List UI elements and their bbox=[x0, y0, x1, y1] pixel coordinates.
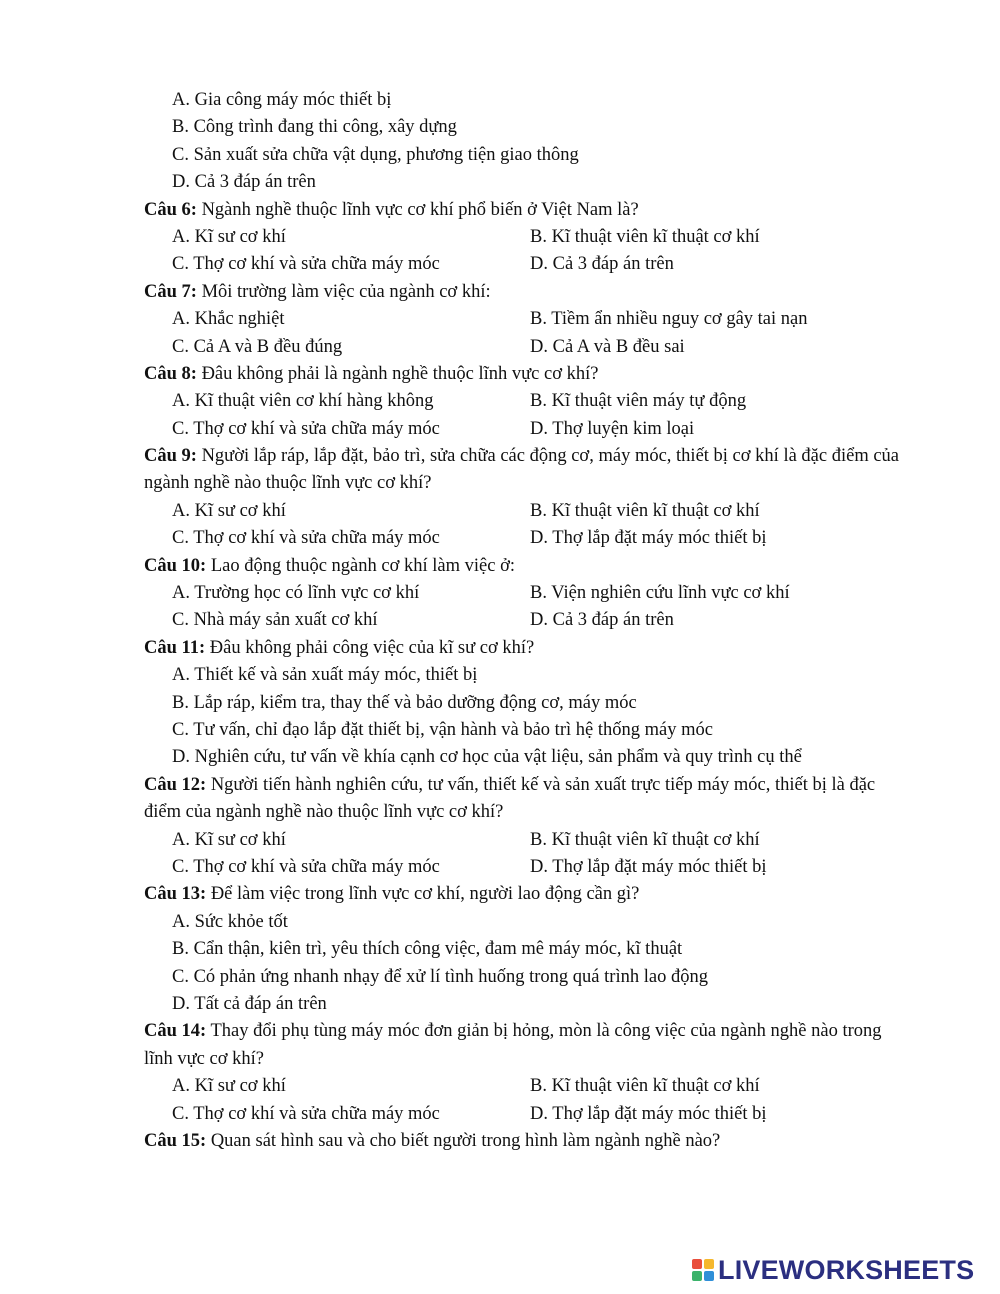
liveworksheets-logo-icon bbox=[692, 1259, 714, 1281]
question-12-label: Câu 12: bbox=[144, 774, 207, 795]
question-7-text: Môi trường làm việc của ngành cơ khí: bbox=[196, 281, 491, 302]
q12-option-d: D. Thợ lắp đặt máy móc thiết bị bbox=[530, 857, 767, 877]
question-9 bbox=[144, 443, 914, 498]
question-15-text: Quan sát hình sau và cho biết người trong hình làm ngành nghề nào? bbox=[206, 1130, 721, 1151]
logo-square-2 bbox=[704, 1259, 714, 1269]
q13-option-b: B. Cẩn thận, kiên trì, yêu thích công việc, đam mê máy móc, kĩ thuật bbox=[172, 939, 683, 960]
question-11 bbox=[144, 635, 914, 662]
q8-option-d: D. Thợ luyện kim loại bbox=[530, 418, 695, 439]
q14-option-d: D. Thợ lắp đặt máy móc thiết bị bbox=[530, 1103, 767, 1124]
q9-option-a: A. Kĩ sư cơ khí bbox=[172, 500, 286, 521]
q9-options-row-2 bbox=[144, 525, 914, 552]
q8-option-c: C. Thợ cơ khí và sửa chữa máy móc bbox=[172, 418, 440, 439]
q13-option-d: D. Tất cả đáp án trên bbox=[172, 993, 327, 1014]
q7-option-c: C. Cả A và B đều đúng bbox=[172, 336, 343, 357]
q10-option-d: D. Cả 3 đáp án trên bbox=[530, 610, 674, 631]
liveworksheets-logo-text: LIVEWORKSHEETS bbox=[718, 1254, 975, 1285]
question-14-label: Câu 14: bbox=[144, 1021, 207, 1042]
question-7-label: Câu 7: bbox=[144, 281, 197, 302]
q9-option-d: D. Thợ lắp đặt máy móc thiết bị bbox=[530, 528, 767, 549]
q6-options-row-1 bbox=[144, 224, 914, 251]
logo-square-1 bbox=[692, 1259, 702, 1269]
q6-option-a: A. Kĩ sư cơ khí bbox=[172, 226, 286, 247]
q14-option-b: B. Kĩ thuật viên kĩ thuật cơ khí bbox=[530, 1076, 760, 1097]
q11-option-a: A. Thiết kế và sản xuất máy móc, thiết bị bbox=[172, 665, 478, 686]
q12-options-row-2 bbox=[144, 854, 914, 881]
question-8 bbox=[144, 361, 914, 388]
q6-option-b: B. Kĩ thuật viên kĩ thuật cơ khí bbox=[530, 226, 760, 247]
q6-option-c: C. Thợ cơ khí và sửa chữa máy móc bbox=[172, 254, 440, 275]
q14-options-row-1 bbox=[144, 1073, 914, 1100]
q11-option-b: B. Lắp ráp, kiểm tra, thay thế và bảo dưỡng động cơ, máy móc bbox=[172, 692, 637, 713]
q7-option-d: D. Cả A và B đều sai bbox=[530, 336, 685, 357]
q5-option-c: C. Sản xuất sửa chữa vật dụng, phương tiện giao thông bbox=[172, 144, 579, 165]
q13-option-a: A. Sức khỏe tốt bbox=[172, 911, 288, 932]
question-8-label: Câu 8: bbox=[144, 363, 197, 384]
q7-option-a: A. Khắc nghiệt bbox=[172, 309, 285, 330]
q13-option-c: C. Có phản ứng nhanh nhạy để xử lí tình huống trong quá trình lao động bbox=[172, 966, 708, 987]
q14-options-row-2 bbox=[144, 1101, 914, 1128]
q9-options-row-1 bbox=[144, 498, 914, 525]
q6-option-d: D. Cả 3 đáp án trên bbox=[530, 254, 674, 275]
question-8-text: Đâu không phải là ngành nghề thuộc lĩnh vực cơ khí? bbox=[196, 363, 599, 384]
q11-option-d: D. Nghiên cứu, tư vấn về khía cạnh cơ học của vật liệu, sản phẩm và quy trình cụ thể bbox=[172, 747, 802, 768]
q14-option-a: A. Kĩ sư cơ khí bbox=[172, 1076, 286, 1097]
q7-options-row-1 bbox=[144, 306, 914, 333]
question-14-text: Thay đổi phụ tùng máy móc đơn giản bị hỏng, mòn là công việc của ngành nghề nào trong lĩnh vực cơ khí? bbox=[144, 1021, 882, 1069]
question-12-text: Người tiến hành nghiên cứu, tư vấn, thiết kế và sản xuất trực tiếp máy móc, thiết bị là đặc điểm của ngành nghề nào thuộc lĩnh vực cơ khí? bbox=[144, 774, 876, 823]
q11-option-c: C. Tư vấn, chỉ đạo lắp đặt thiết bị, vận hành và bảo trì hệ thống máy móc bbox=[172, 720, 713, 741]
question-11-text: Đâu không phải công việc của kĩ sư cơ khí? bbox=[205, 637, 535, 658]
q9-option-b: B. Kĩ thuật viên kĩ thuật cơ khí bbox=[530, 500, 760, 521]
question-14 bbox=[144, 1018, 914, 1073]
question-12 bbox=[144, 772, 914, 827]
liveworksheets-logo[interactable] bbox=[692, 1254, 974, 1286]
question-13-text: Để làm việc trong lĩnh vực cơ khí, người lao động cần gì? bbox=[206, 884, 640, 905]
question-6-label: Câu 6: bbox=[144, 199, 197, 220]
q8-option-a: A. Kĩ thuật viên cơ khí hàng không bbox=[172, 391, 434, 412]
question-9-text: Người lắp ráp, lắp đặt, bảo trì, sửa chữa các động cơ, máy móc, thiết bị cơ khí là đặc điểm của ngành nghề nào thuộc lĩnh vực cơ khí? bbox=[144, 446, 900, 494]
q5-option-d: D. Cả 3 đáp án trên bbox=[172, 172, 316, 193]
question-7 bbox=[144, 279, 914, 306]
q5-option-a: A. Gia công máy móc thiết bị bbox=[172, 90, 392, 110]
q10-option-b: B. Viện nghiên cứu lĩnh vực cơ khí bbox=[530, 583, 790, 604]
q12-options-row-1 bbox=[144, 827, 914, 854]
question-10-label: Câu 10: bbox=[144, 555, 207, 576]
q12-option-b: B. Kĩ thuật viên kĩ thuật cơ khí bbox=[530, 829, 760, 850]
logo-square-4 bbox=[704, 1271, 714, 1281]
question-15 bbox=[144, 1128, 914, 1155]
q12-option-a: A. Kĩ sư cơ khí bbox=[172, 829, 286, 850]
question-list bbox=[144, 87, 914, 1155]
question-11-label: Câu 11: bbox=[144, 637, 206, 658]
q10-options-row-2 bbox=[144, 607, 914, 634]
question-10 bbox=[144, 553, 914, 580]
q10-option-c: C. Nhà máy sản xuất cơ khí bbox=[172, 610, 378, 631]
q10-option-a: A. Trường học có lĩnh vực cơ khí bbox=[172, 583, 420, 604]
question-15-label: Câu 15: bbox=[144, 1130, 207, 1151]
question-13-label: Câu 13: bbox=[144, 884, 207, 905]
question-6-text: Ngành nghề thuộc lĩnh vực cơ khí phổ biến ở Việt Nam là? bbox=[196, 199, 639, 220]
q14-option-c: C. Thợ cơ khí và sửa chữa máy móc bbox=[172, 1103, 440, 1124]
logo-square-3 bbox=[692, 1271, 702, 1281]
q8-options-row-1 bbox=[144, 388, 914, 415]
q5-option-b: B. Công trình đang thi công, xây dựng bbox=[172, 117, 457, 138]
q6-options-row-2 bbox=[144, 251, 914, 278]
q9-option-c: C. Thợ cơ khí và sửa chữa máy móc bbox=[172, 528, 440, 549]
q7-options-row-2 bbox=[144, 334, 914, 361]
q10-options-row-1 bbox=[144, 580, 914, 607]
q7-option-b: B. Tiềm ẩn nhiều nguy cơ gây tai nạn bbox=[530, 309, 808, 330]
question-6 bbox=[144, 197, 914, 224]
q12-option-c: C. Thợ cơ khí và sửa chữa máy móc bbox=[172, 857, 440, 877]
question-10-text: Lao động thuộc ngành cơ khí làm việc ở: bbox=[206, 555, 515, 576]
q8-options-row-2 bbox=[144, 416, 914, 443]
question-13 bbox=[144, 881, 914, 908]
question-9-label: Câu 9: bbox=[144, 446, 197, 467]
q8-option-b: B. Kĩ thuật viên máy tự động bbox=[530, 391, 747, 412]
